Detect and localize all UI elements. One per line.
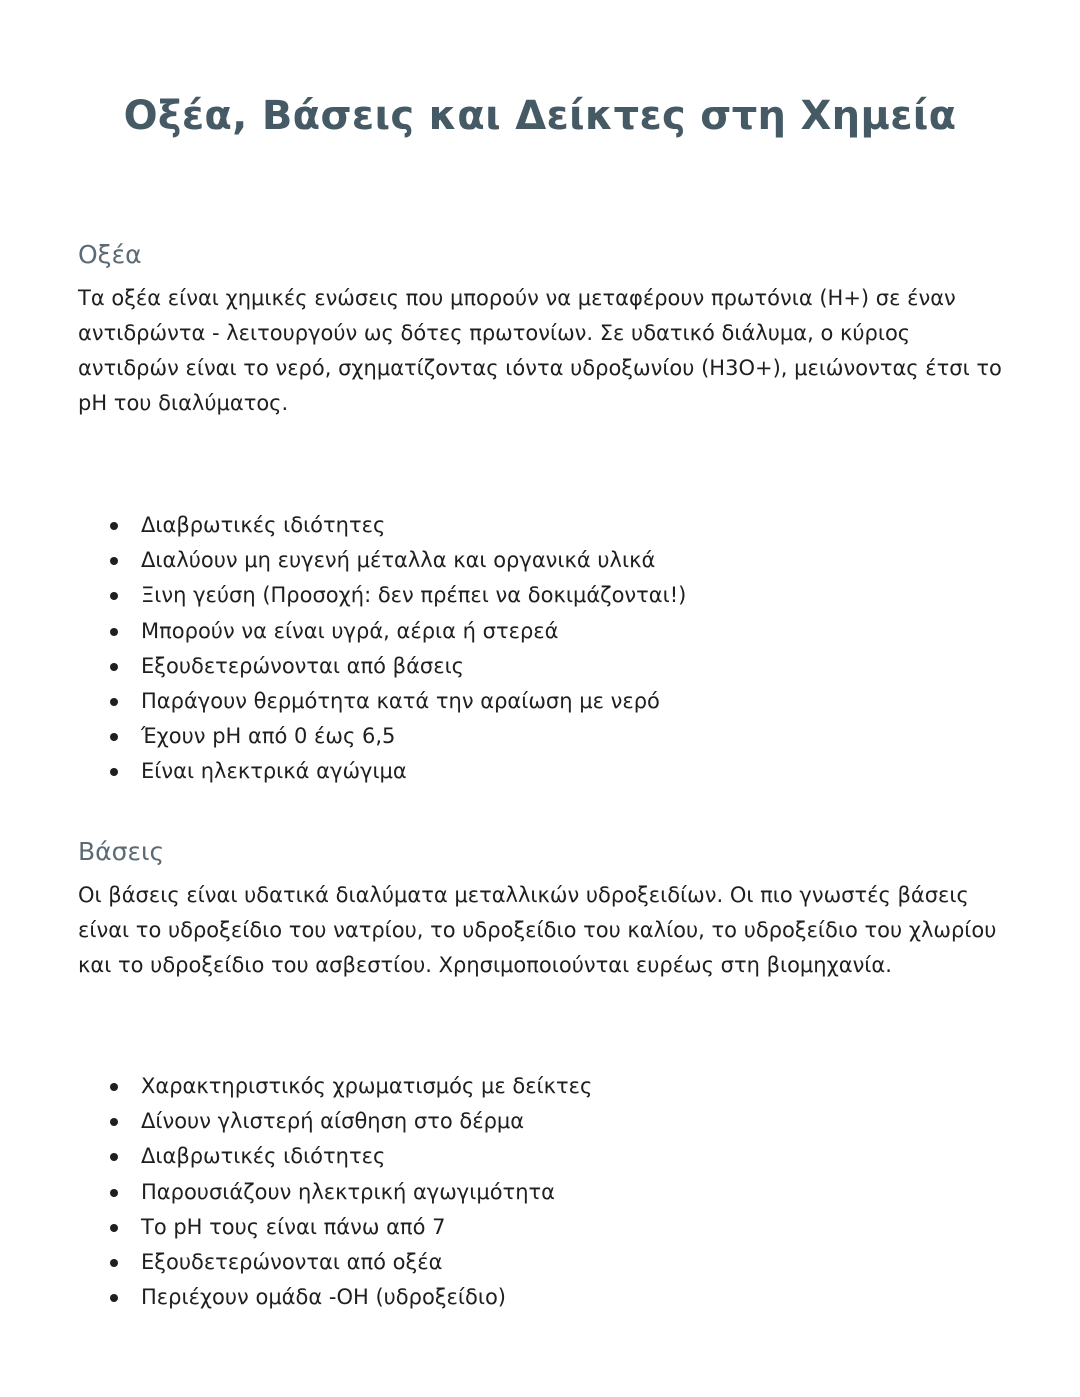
list-item-text: Διαλύουν μη ευγενή μέταλλα και οργανικά υλικά bbox=[141, 548, 656, 573]
bases-paragraph: Οι βάσεις είναι υδατικά διαλύματα μεταλλικών υδροξειδίων. Οι πιο γνωστές βάσεις είναι το υδροξείδιο του νατρίου, το υδροξείδιο του καλίου, το υδροξείδιο του χλωρίου και το υδροξείδιο του ασβεστίου. Χρησιμοποιούνται ευρέως στη βιομηχανία. bbox=[78, 883, 997, 977]
list-item-text: Εξουδετερώνονται από οξέα bbox=[141, 1250, 443, 1275]
list-item bbox=[104, 578, 1004, 613]
acids-heading: Οξέα bbox=[78, 240, 142, 269]
list-item bbox=[104, 508, 1004, 543]
bullet-icon bbox=[110, 1224, 118, 1232]
list-item-text: Παράγουν θερμότητα κατά την αραίωση με νερό bbox=[141, 689, 660, 714]
list-item bbox=[104, 649, 1004, 684]
list-item bbox=[104, 1210, 1004, 1245]
list-item bbox=[104, 719, 1004, 754]
list-item bbox=[104, 543, 1004, 578]
list-item bbox=[104, 684, 1004, 719]
list-item bbox=[104, 1139, 1004, 1174]
bullet-icon bbox=[110, 522, 118, 530]
bullet-icon bbox=[110, 1189, 118, 1197]
list-item-text: Χαρακτηριστικός χρωματισμός με δείκτες bbox=[141, 1074, 593, 1098]
list-item bbox=[104, 1245, 1004, 1280]
list-item-text: Έχουν pH από 0 έως 6,5 bbox=[141, 724, 396, 749]
list-item bbox=[104, 614, 1004, 649]
bullet-icon bbox=[110, 1118, 118, 1126]
bullet-icon bbox=[110, 628, 118, 636]
bullet-icon bbox=[110, 1083, 118, 1091]
bases-section bbox=[78, 834, 1008, 983]
list-item-text: Το pH τους είναι πάνω από 7 bbox=[141, 1214, 446, 1239]
acids-section bbox=[78, 237, 1008, 421]
bullet-icon bbox=[110, 557, 118, 565]
list-item-text: Μπορούν να είναι υγρά, αέρια ή στερεά bbox=[141, 618, 559, 643]
list-item bbox=[104, 1069, 1004, 1104]
bullet-icon bbox=[110, 1259, 118, 1267]
list-item-text: Περιέχουν ομάδα -OH (υδροξείδιο) bbox=[141, 1285, 506, 1310]
list-item bbox=[104, 754, 1004, 789]
list-item-text: Διαβρωτικές ιδιότητες bbox=[141, 513, 386, 537]
list-item bbox=[104, 1280, 1004, 1315]
page-title: Οξέα, Βάσεις και Δείκτες στη Χημεία bbox=[123, 93, 957, 139]
list-item-text: Παρουσιάζουν ηλεκτρική αγωγιμότητα bbox=[141, 1179, 555, 1204]
list-item-text: Εξουδετερώνονται από βάσεις bbox=[141, 653, 465, 678]
bases-heading: Βάσεις bbox=[78, 837, 165, 866]
bullet-icon bbox=[110, 768, 118, 776]
bullet-icon bbox=[110, 698, 118, 706]
bases-properties-list bbox=[104, 1069, 1004, 1315]
bullet-icon bbox=[110, 1153, 118, 1161]
bullet-icon bbox=[110, 1294, 118, 1302]
list-item-text: Διαβρωτικές ιδιότητες bbox=[141, 1144, 386, 1169]
list-item bbox=[104, 1104, 1004, 1139]
list-item-text: Ξινη γεύση (Προσοχή: δεν πρέπει να δοκιμάζονται!) bbox=[141, 583, 687, 608]
list-item bbox=[104, 1175, 1004, 1210]
list-item-text: Είναι ηλεκτρικά αγώγιμα bbox=[141, 759, 407, 784]
bullet-icon bbox=[110, 733, 118, 741]
bullet-icon bbox=[110, 592, 118, 600]
bullet-icon bbox=[110, 663, 118, 671]
acids-properties-list bbox=[104, 508, 1004, 790]
acids-paragraph: Τα οξέα είναι χημικές ενώσεις που μπορούν να μεταφέρουν πρωτόνια (H+) σε έναν αντιδρώντα - λειτουργούν ως δότες πρωτονίων. Σε υδατικό διάλυμα, ο κύριος αντιδρών είναι το νερό, σχηματίζοντας ιόντα υδροξωνίου (H3O+), μειώνοντας έτσι το pH του διαλύματος. bbox=[78, 286, 1002, 415]
list-item-text: Δίνουν γλιστερή αίσθηση στο δέρμα bbox=[141, 1109, 525, 1134]
